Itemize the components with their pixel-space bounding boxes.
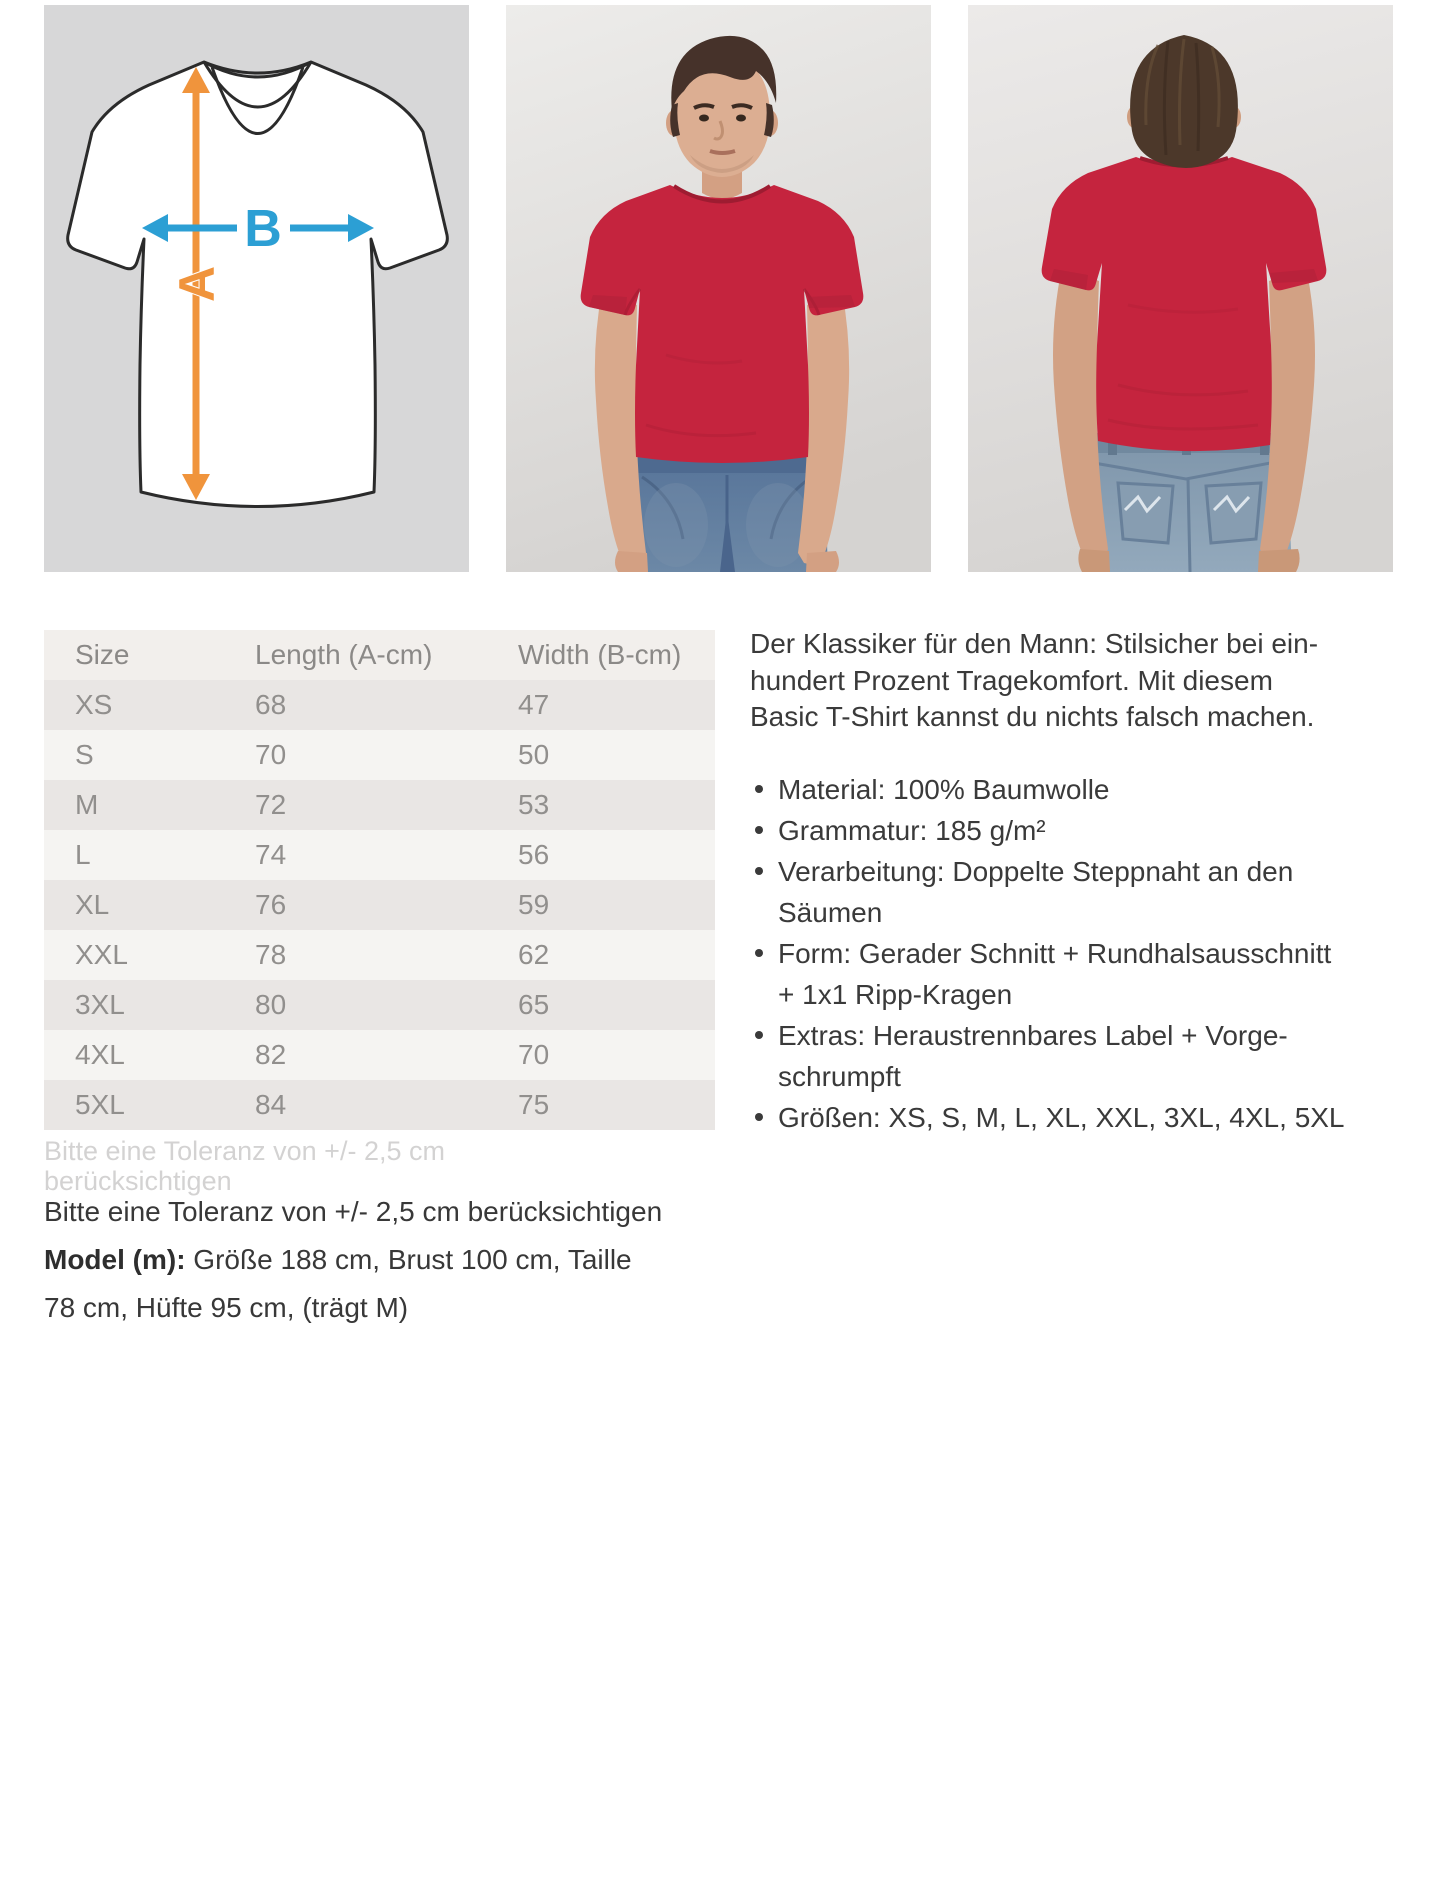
feature-item — [750, 810, 1430, 851]
size-table-header-row — [44, 630, 715, 680]
tolerance-line: Bitte eine Toleranz von +/- 2,5 cm berücksichtigen — [44, 1196, 663, 1227]
table-cell-width: 75 — [518, 1089, 550, 1120]
feature-line: Form: Gerader Schnitt + Rundhalsausschnitt — [778, 937, 1332, 969]
clipped-text-artifact — [44, 1136, 636, 1196]
size-table-header: Length (A-cm) — [255, 639, 433, 670]
feature-line: schrumpft — [778, 1060, 901, 1092]
table-cell-length: 78 — [255, 939, 287, 970]
tshirt-measure-diagram — [44, 5, 469, 572]
clipped-text: Bitte eine Toleranz von +/- 2,5 cm berücksichtigen — [44, 1136, 445, 1196]
jeans-front — [626, 455, 828, 572]
description-line: hundert Prozent Tragekomfort. Mit diesem — [750, 664, 1273, 696]
model-front-photo[interactable] — [506, 5, 931, 572]
feature-item — [750, 769, 1430, 810]
table-cell-length: 72 — [255, 789, 287, 820]
table-row — [44, 880, 715, 930]
table-cell-size: 5XL — [75, 1089, 125, 1120]
table-cell-size: 3XL — [75, 989, 125, 1020]
table-cell-length: 80 — [255, 989, 287, 1020]
feature-item — [750, 851, 1430, 933]
table-cell-length: 82 — [255, 1039, 287, 1070]
table-cell-width: 50 — [518, 739, 550, 770]
description-intro — [750, 626, 1430, 736]
table-cell-width: 70 — [518, 1039, 550, 1070]
table-cell-length: 70 — [255, 739, 287, 770]
size-table — [44, 630, 715, 1130]
table-cell-width: 62 — [518, 939, 550, 970]
product-description — [750, 626, 1430, 1138]
feature-item — [750, 933, 1430, 1015]
table-cell-size: L — [75, 839, 91, 870]
feature-line: + 1x1 Ripp-Kragen — [778, 978, 1013, 1010]
feature-line: Säumen — [778, 896, 883, 928]
feature-line: Extras: Heraustrennbares Label + Vorge- — [778, 1019, 1288, 1051]
size-table-header: Width (B-cm) — [518, 639, 682, 670]
table-row — [44, 730, 715, 780]
model-front-illustration — [506, 5, 931, 572]
feature-line: Verarbeitung: Doppelte Steppnaht an den — [778, 855, 1294, 887]
table-cell-length: 84 — [255, 1089, 287, 1120]
table-cell-width: 59 — [518, 889, 550, 920]
table-row — [44, 980, 715, 1030]
table-row — [44, 780, 715, 830]
label-b: B — [244, 200, 282, 258]
table-cell-size: XL — [75, 889, 110, 920]
table-row — [44, 830, 715, 880]
table-cell-width: 65 — [518, 989, 550, 1020]
model-info-text: Größe 188 cm, Brust 100 cm, Taille — [185, 1244, 632, 1275]
model-info-line-2: 78 cm, Hüfte 95 cm, (trägt M) — [44, 1292, 409, 1323]
table-cell-width: 53 — [518, 789, 550, 820]
product-gallery — [44, 5, 1393, 572]
table-cell-size: S — [75, 739, 94, 770]
table-cell-width: 56 — [518, 839, 550, 870]
model-back-illustration — [968, 5, 1393, 572]
model-back-photo[interactable] — [968, 5, 1393, 572]
feature-line: Grammatur: 185 g/m² — [778, 814, 1046, 846]
table-row — [44, 1080, 715, 1130]
table-cell-width: 47 — [518, 689, 550, 720]
table-cell-length: 76 — [255, 889, 287, 920]
model-info-line — [44, 1236, 764, 1284]
description-line: Der Klassiker für den Mann: Stilsicher bei ein- — [750, 628, 1319, 659]
feature-line: Material: 100% Baumwolle — [778, 773, 1110, 805]
feature-line: Größen: XS, S, M, L, XL, XXL, 3XL, 4XL, 5XL — [778, 1101, 1345, 1133]
feature-item — [750, 1015, 1430, 1097]
table-row — [44, 1030, 715, 1080]
table-cell-length: 68 — [255, 689, 287, 720]
size-diagram-image[interactable] — [44, 5, 469, 572]
description-line: Basic T-Shirt kannst du nichts falsch machen. — [750, 701, 1315, 732]
size-table-body — [44, 680, 715, 1130]
feature-list — [750, 769, 1430, 1138]
feature-item — [750, 1097, 1430, 1138]
table-cell-length: 74 — [255, 839, 287, 870]
label-a: A — [169, 265, 225, 303]
table-row — [44, 680, 715, 730]
table-cell-size: XXL — [75, 939, 128, 970]
size-table-section — [44, 630, 715, 1130]
model-label: Model (m): — [44, 1244, 186, 1275]
tolerance-note — [44, 1188, 764, 1332]
table-row — [44, 930, 715, 980]
table-cell-size: XS — [75, 689, 113, 720]
table-cell-size: 4XL — [75, 1039, 125, 1070]
size-table-header: Size — [75, 639, 130, 670]
table-cell-size: M — [75, 789, 99, 820]
